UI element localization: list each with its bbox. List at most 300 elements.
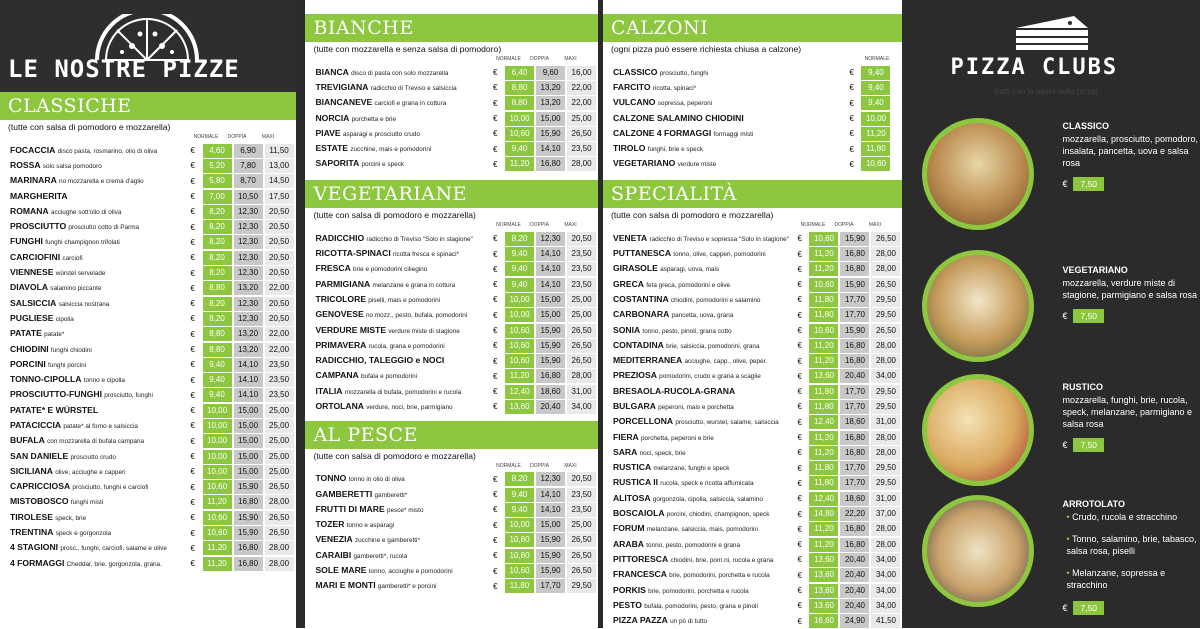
price-maxi: 28,00 — [871, 339, 900, 353]
club-desc: mozzarella, funghi, brie, rucola, speck, melanzane, parmigiano e salsa rosa — [1062, 395, 1193, 429]
col-maxi: MAXI — [868, 222, 882, 229]
menu-row — [603, 568, 903, 583]
euro-sign: € — [1062, 603, 1068, 613]
left-panel — [0, 0, 296, 628]
menu-row — [305, 96, 598, 111]
item-title: RADICCHIO — [315, 232, 365, 243]
col-doppia: DOPPIA — [530, 222, 549, 229]
col-normale: NORMALE — [193, 134, 219, 140]
price-doppia: 14,10 — [234, 388, 263, 402]
price-maxi: 28,00 — [871, 522, 900, 536]
club-image-arrotolato — [922, 495, 1034, 607]
item-description: tonno e asparagi — [346, 522, 395, 530]
item-name — [315, 338, 493, 354]
item-description: radicchio di Treviso e salsiccia — [370, 84, 457, 92]
price-doppia: 15,00 — [234, 419, 263, 433]
price-doppia: 16,80 — [234, 495, 263, 509]
price-maxi: 29,50 — [871, 293, 900, 307]
menu-row — [305, 487, 598, 502]
item-name — [613, 111, 850, 127]
page-title: LE NOSTRE PIZZE — [8, 55, 240, 83]
item-title: RUSTICA II — [612, 477, 659, 488]
item-title: PITTORESCA — [612, 553, 669, 564]
menu-row — [0, 418, 296, 433]
price-normale: 10,60 — [505, 533, 534, 547]
item-description: funghi porcini — [48, 361, 87, 369]
item-name — [315, 323, 493, 339]
euro-sign: € — [190, 467, 195, 477]
item-name — [10, 433, 191, 449]
menu-row — [0, 464, 296, 479]
menu-row — [603, 231, 903, 246]
menu-row — [305, 126, 598, 141]
menu-row — [0, 235, 296, 250]
item-title: PESTO — [612, 599, 642, 610]
price-maxi: 25,00 — [567, 293, 596, 307]
price-maxi: 20,50 — [265, 220, 294, 234]
price-doppia: 14,10 — [234, 373, 263, 387]
price-normale: 9,40 — [505, 262, 534, 276]
item-name — [315, 532, 493, 548]
price-doppia: 17,70 — [840, 400, 869, 414]
item-title: CARAIBI — [315, 549, 352, 560]
euro-sign: € — [190, 161, 195, 171]
section-title: SPECIALITÀ — [603, 180, 903, 208]
column-headers — [603, 54, 903, 65]
menu-row — [305, 157, 598, 172]
euro-sign: € — [190, 299, 195, 309]
item-title: SONIA — [612, 324, 641, 335]
menu-row — [603, 445, 903, 460]
item-description: tonno, pesto, pinoli, grana cotto — [642, 327, 732, 335]
price-normale: 9,40 — [505, 488, 534, 502]
right-panel — [603, 0, 903, 628]
euro-sign: € — [190, 176, 195, 186]
col-maxi: MAXI — [261, 134, 275, 140]
price-doppia: 14,10 — [536, 278, 565, 292]
price-doppia: 13,20 — [234, 281, 263, 295]
item-name — [315, 80, 493, 96]
price-normale: 16,60 — [809, 614, 838, 628]
price-maxi: 16,00 — [567, 66, 596, 80]
item-description: disco pasta, rosmarino, olio di oliva — [57, 147, 158, 155]
price-doppia: 15,90 — [536, 549, 565, 563]
price-doppia: 15,90 — [536, 354, 565, 368]
item-title: MISTOBOSCO — [10, 496, 69, 507]
euro-sign: € — [493, 341, 498, 351]
divider — [296, 0, 306, 628]
euro-sign: € — [190, 237, 195, 247]
euro-sign: € — [797, 310, 802, 320]
euro-sign: € — [849, 68, 854, 78]
item-description: pancetta, uova, grana — [671, 312, 734, 320]
item-description: pomodorini, crudo e grana a scaglie — [659, 373, 761, 381]
item-title: CONTADINA — [612, 339, 664, 350]
menu-row — [603, 308, 903, 323]
item-description: zucchine, mais e pomodorini — [350, 146, 432, 154]
bianche-list — [305, 65, 598, 172]
item-title: TREVIGIANA — [315, 81, 369, 92]
item-title: 4 FORMAGGI — [10, 557, 65, 568]
price-doppia: 16,80 — [840, 339, 869, 353]
item-description: olive, acciughe e capperi — [55, 468, 126, 476]
price-doppia: 8,70 — [234, 174, 263, 188]
price-normale: 9,40 — [505, 247, 534, 261]
euro-sign: € — [190, 436, 195, 446]
item-title: CARBONARA — [612, 309, 670, 320]
item-description: patate* al forno e salsiccia — [63, 423, 138, 430]
calzoni-list — [603, 65, 903, 172]
item-name — [315, 277, 493, 293]
price-maxi: 25,00 — [265, 434, 294, 448]
price-normale: 5,20 — [203, 159, 232, 173]
item-title: FRUTTI DI MARE — [315, 503, 385, 514]
menu-row — [603, 353, 903, 368]
price-doppia: 9,60 — [536, 66, 565, 80]
item-description: prosciutto cotto di Parma — [68, 224, 140, 232]
euro-sign: € — [797, 570, 802, 580]
price-maxi: 23,50 — [567, 488, 596, 502]
price-doppia: 15,00 — [234, 465, 263, 479]
price-normale: 13,60 — [809, 369, 838, 383]
item-title: PROSCIUTTO-FUNGHI — [10, 389, 102, 400]
menu-row — [603, 262, 903, 277]
item-name — [315, 261, 493, 277]
euro-sign: € — [797, 356, 802, 366]
item-description: prosciutto, funghi — [659, 69, 709, 77]
item-name — [613, 475, 798, 491]
euro-sign: € — [190, 329, 195, 339]
price-maxi: 28,00 — [265, 495, 294, 509]
col-doppia: DOPPIA — [227, 134, 247, 140]
euro-sign: € — [849, 144, 854, 154]
item-description: rucola, speck e ricotta affumicata — [660, 480, 754, 488]
euro-sign: € — [190, 559, 195, 569]
club-bullet: Melanzane, sopressa e stracchino — [1066, 568, 1166, 590]
menu-row — [0, 449, 296, 464]
club-item — [1062, 381, 1200, 452]
item-title: BIANCANEVE — [315, 97, 373, 108]
item-name — [315, 399, 493, 415]
euro-sign: € — [493, 280, 498, 290]
item-title: VULCANO — [612, 97, 656, 108]
menu-row — [603, 552, 903, 567]
menu-row — [0, 541, 296, 556]
menu-row — [603, 537, 903, 552]
price-doppia: 20,40 — [536, 400, 565, 414]
price-normale: 8,80 — [203, 343, 232, 357]
euro-sign: € — [493, 144, 498, 154]
price-doppia: 12,30 — [234, 297, 263, 311]
menu-row — [0, 219, 296, 234]
price-normale: 9,40 — [203, 388, 232, 402]
price-maxi: 14,50 — [265, 174, 294, 188]
item-name — [315, 368, 493, 384]
price-maxi: 22,00 — [567, 81, 596, 95]
menu-row — [0, 311, 296, 326]
price-doppia: 15,90 — [840, 324, 869, 338]
price-normale: 8,20 — [203, 251, 232, 265]
euro-sign: € — [493, 474, 498, 484]
price-normale: 9,40 — [203, 373, 232, 387]
price-maxi: 28,00 — [871, 446, 900, 460]
item-description: sopressa, peperoni — [657, 100, 713, 108]
item-name — [10, 234, 191, 250]
price-maxi: 29,50 — [871, 385, 900, 399]
item-name — [613, 292, 798, 308]
price-maxi: 26,50 — [567, 339, 596, 353]
menu-row — [603, 369, 903, 384]
column-headers — [305, 220, 598, 231]
price-doppia: 12,30 — [234, 251, 263, 265]
item-description: prosc., funghi, carciofi, salame e olive — [60, 545, 167, 553]
price-maxi: 23,50 — [567, 262, 596, 276]
menu-row — [603, 141, 903, 156]
menu-row — [603, 399, 903, 414]
price-maxi: 41,50 — [871, 614, 900, 628]
price-maxi: 28,00 — [871, 247, 900, 261]
item-name — [315, 111, 493, 127]
price-maxi: 22,00 — [567, 96, 596, 110]
price-doppia: 16,80 — [840, 538, 869, 552]
item-title: TRICOLORE — [315, 293, 367, 304]
menu-row — [603, 111, 903, 126]
price-doppia: 15,90 — [234, 511, 263, 525]
price-maxi: 20,50 — [265, 251, 294, 265]
price-doppia: 24,90 — [840, 614, 869, 628]
item-name — [613, 95, 850, 111]
price-maxi: 29,50 — [871, 476, 900, 490]
item-name — [315, 563, 493, 579]
price-maxi: 29,50 — [871, 400, 900, 414]
item-name — [315, 578, 493, 594]
section-subtitle: (tutte con mozzarella e senza salsa di pomodoro) — [313, 44, 502, 54]
price-normale: 10,60 — [203, 526, 232, 540]
item-description: asparagi e prosciutto crudo — [342, 130, 420, 138]
euro-sign: € — [797, 264, 802, 274]
euro-sign: € — [190, 360, 195, 370]
item-title: CAPRICCIOSA — [10, 481, 71, 492]
item-title: SAPORITA — [315, 158, 360, 169]
item-name — [10, 510, 191, 526]
price-normale: 10,00 — [203, 450, 232, 464]
item-description: verdure, noci, brie, parmigiano — [366, 404, 453, 411]
euro-sign: € — [797, 478, 802, 488]
menu-row — [305, 111, 598, 126]
euro-sign: € — [190, 253, 195, 263]
price-maxi: 34,00 — [871, 584, 900, 598]
price-doppia: 20,40 — [840, 584, 869, 598]
euro-sign: € — [190, 207, 195, 217]
item-title: FOCACCIA — [10, 144, 56, 155]
item-description: solo salsa pomodoro — [42, 162, 102, 170]
price-doppia: 15,00 — [536, 308, 565, 322]
menu-row — [305, 323, 598, 338]
euro-sign: € — [190, 146, 195, 156]
menu-row — [305, 277, 598, 292]
menu-row — [603, 338, 903, 353]
price-maxi: 26,50 — [871, 324, 900, 338]
price-normale: 10,00 — [505, 293, 534, 307]
item-title: RUSTICA — [612, 462, 652, 473]
price-maxi: 26,50 — [567, 324, 596, 338]
euro-sign: € — [493, 310, 498, 320]
price-maxi: 34,00 — [871, 599, 900, 613]
col-doppia: DOPPIA — [530, 56, 549, 62]
item-name — [613, 277, 798, 293]
price-doppia: 18,60 — [840, 492, 869, 506]
item-title: VIENNESE — [10, 267, 54, 278]
euro-sign: € — [493, 249, 498, 259]
price-doppia: 13,20 — [234, 327, 263, 341]
item-title: MARGHERITA — [10, 190, 68, 201]
price-doppia: 16,80 — [840, 354, 869, 368]
price-doppia: 14,10 — [536, 247, 565, 261]
euro-sign: € — [493, 490, 498, 500]
item-title: ROMANA — [10, 205, 49, 216]
item-description: würstel servelade — [55, 270, 106, 278]
price-maxi: 20,50 — [265, 266, 294, 280]
price-doppia: 15,90 — [234, 480, 263, 494]
euro-sign: € — [493, 387, 498, 397]
euro-sign: € — [493, 129, 498, 139]
item-description: funghi chiodini — [50, 346, 92, 354]
price-maxi: 23,50 — [265, 373, 294, 387]
pesce-list — [305, 472, 598, 594]
item-description: porcini, chiodini, champignon, speck — [666, 511, 770, 519]
item-name — [10, 556, 191, 572]
menu-row — [305, 231, 598, 246]
price-maxi: 23,50 — [567, 142, 596, 156]
item-title: TRENTINA — [10, 527, 54, 538]
item-description: porcini e speck — [361, 161, 405, 169]
euro-sign: € — [190, 452, 195, 462]
menu-row — [305, 472, 598, 487]
club-name: RUSTICO — [1062, 382, 1103, 392]
item-title: ROSSA — [10, 159, 41, 170]
price-maxi: 28,00 — [871, 538, 900, 552]
club-price: 7,50 — [1073, 177, 1104, 191]
club-name: CLASSICO — [1062, 121, 1109, 131]
euro-sign: € — [1062, 179, 1068, 189]
euro-sign: € — [493, 264, 498, 274]
price-maxi: 20,50 — [265, 312, 294, 326]
item-title: TOZER — [315, 519, 345, 530]
item-name — [10, 525, 191, 541]
item-name — [613, 307, 798, 323]
club-item: ARROTOLATO • Crudo, rucola e stracchino • Tonno, salamino, brie, tabasco, salsa rosa, piselli • Melanzane, sopressa e stracchino € 7,50 — [1062, 498, 1200, 615]
menu-row — [305, 563, 598, 578]
item-description: chiodini, brie, pom.ni, rucola e grana — [670, 556, 774, 564]
item-description: carciofi e grana in cottura — [374, 100, 447, 108]
col-maxi: MAXI — [564, 56, 577, 62]
price-normale: 11,80 — [861, 142, 890, 156]
item-description: chiodini, pomodorini e salamino — [670, 296, 761, 304]
price-maxi: 17,50 — [265, 190, 294, 204]
price-normale: 8,20 — [505, 232, 534, 246]
col-doppia: DOPPIA — [834, 222, 854, 229]
item-description: speck, brie — [55, 514, 87, 522]
price-doppia: 20,40 — [840, 369, 869, 383]
price-normale: 7,00 — [203, 190, 232, 204]
item-description: melanzane, funghi e speck — [653, 465, 730, 473]
price-maxi: 31,00 — [871, 492, 900, 506]
euro-sign: € — [797, 448, 802, 458]
item-name — [613, 80, 850, 96]
price-normale: 11,80 — [809, 461, 838, 475]
item-title: PRIMAVERA — [315, 339, 367, 350]
menu-row — [0, 556, 296, 571]
item-title: CHIODINI — [10, 343, 49, 354]
item-title: TIROLO — [612, 143, 646, 154]
euro-sign: € — [849, 98, 854, 108]
item-description: prosciutto, funghi e carciofi — [72, 484, 149, 492]
item-title: PIZZA PAZZA — [612, 615, 668, 626]
price-doppia: 14,10 — [536, 142, 565, 156]
price-doppia: 16,80 — [840, 431, 869, 445]
item-title: PARMIGIANA — [315, 278, 371, 289]
price-doppia: 6,90 — [234, 144, 263, 158]
section-title: AL PESCE — [305, 421, 598, 449]
price-maxi: 28,00 — [871, 262, 900, 276]
item-name — [613, 231, 798, 247]
item-title: FRESCA — [315, 263, 351, 274]
item-description: bufala, pomodorini, pesto, grana e pinoli — [644, 602, 758, 610]
item-description: cipolla — [55, 315, 74, 323]
price-normale: 10,00 — [861, 112, 890, 126]
euro-sign: € — [493, 114, 498, 124]
item-description: melanzane, salsiccia, mais, pomodorini — [646, 526, 758, 534]
menu-row — [603, 598, 903, 613]
item-name — [613, 323, 798, 339]
item-name — [10, 265, 191, 281]
item-description: feta greca, pomodorini e olive — [646, 281, 731, 289]
item-name — [315, 502, 493, 518]
item-title: TONNO-CIPOLLA — [10, 374, 82, 385]
menu-row — [0, 510, 296, 525]
item-description: brie e pomodorini ciliegino — [353, 266, 428, 274]
price-doppia: 15,90 — [536, 127, 565, 141]
price-normale: 11,20 — [861, 127, 890, 141]
item-name — [613, 141, 850, 157]
menu-row — [0, 525, 296, 540]
item-title: FRANCESCA — [612, 569, 667, 580]
item-name — [613, 537, 798, 553]
menu-row — [603, 614, 903, 629]
column-headers — [603, 220, 903, 231]
menu-row — [0, 372, 296, 387]
menu-row — [603, 522, 903, 537]
price-normale: 10,60 — [505, 564, 534, 578]
item-name — [613, 384, 798, 400]
price-normale: 11,20 — [809, 262, 838, 276]
club-desc: mozzarella, verdure miste di stagione, parmigiano e salsa rosa — [1062, 278, 1198, 300]
price-doppia: 15,90 — [536, 564, 565, 578]
item-title: PIAVE — [315, 127, 341, 138]
euro-sign: € — [493, 68, 498, 78]
item-name — [613, 65, 850, 81]
item-description: gamberetti* — [374, 491, 408, 499]
item-title: CALZONE SALAMINO CHIODINI — [612, 112, 744, 123]
item-name — [10, 204, 191, 220]
price-doppia: 16,80 — [840, 522, 869, 536]
euro-sign: € — [190, 192, 195, 202]
item-title: VENETA — [612, 232, 648, 243]
menu-row — [0, 495, 296, 510]
section-title: VEGETARIANE — [305, 180, 598, 208]
euro-sign: € — [493, 371, 498, 381]
price-doppia: 15,00 — [234, 434, 263, 448]
